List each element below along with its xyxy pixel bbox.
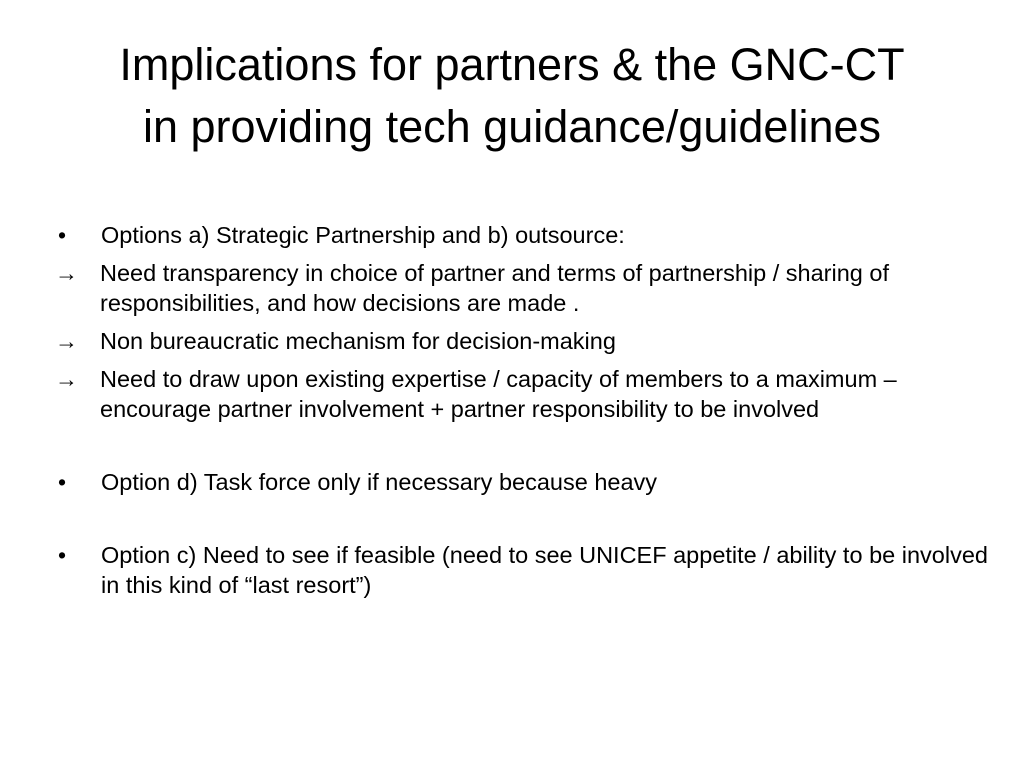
arrow-item-text: Need transparency in choice of partner and terms of partnership / sharing of responsibilities, and how decisions are made . — [100, 260, 889, 316]
bullet-item-option-c — [58, 540, 988, 600]
bullet-item-options-a-b — [58, 220, 988, 250]
arrow-right-icon: → — [55, 260, 78, 286]
arrow-item-transparency — [55, 258, 988, 318]
bullet-text: Options a) Strategic Partnership and b) outsource: — [101, 222, 625, 248]
bullet-item-option-d — [58, 467, 988, 497]
slide-title — [40, 34, 984, 158]
bullet-text: Option c) Need to see if feasible (need to see UNICEF appetite / ability to be involved in this kind of “last resort”) — [101, 542, 988, 598]
arrow-item-non-bureaucratic — [55, 326, 988, 356]
slide-title-line-2: in providing tech guidance/guidelines — [142, 101, 882, 152]
arrow-item-text: Need to draw upon existing expertise / capacity of members to a maximum – encourage partner involvement + partner responsibility to be involved — [100, 366, 897, 422]
bullet-icon: • — [58, 469, 67, 495]
arrow-right-icon: → — [55, 328, 78, 354]
arrow-item-text: Non bureaucratic mechanism for decision-making — [100, 328, 616, 354]
slide-title-line-1: Implications for partners & the GNC-CT — [119, 39, 905, 90]
bullet-icon: • — [58, 222, 67, 248]
arrow-right-icon: → — [55, 366, 78, 392]
bullet-text: Option d) Task force only if necessary because heavy — [101, 469, 658, 495]
bullet-icon: • — [58, 542, 67, 568]
slide-body — [55, 220, 988, 600]
arrow-item-expertise — [55, 364, 988, 424]
